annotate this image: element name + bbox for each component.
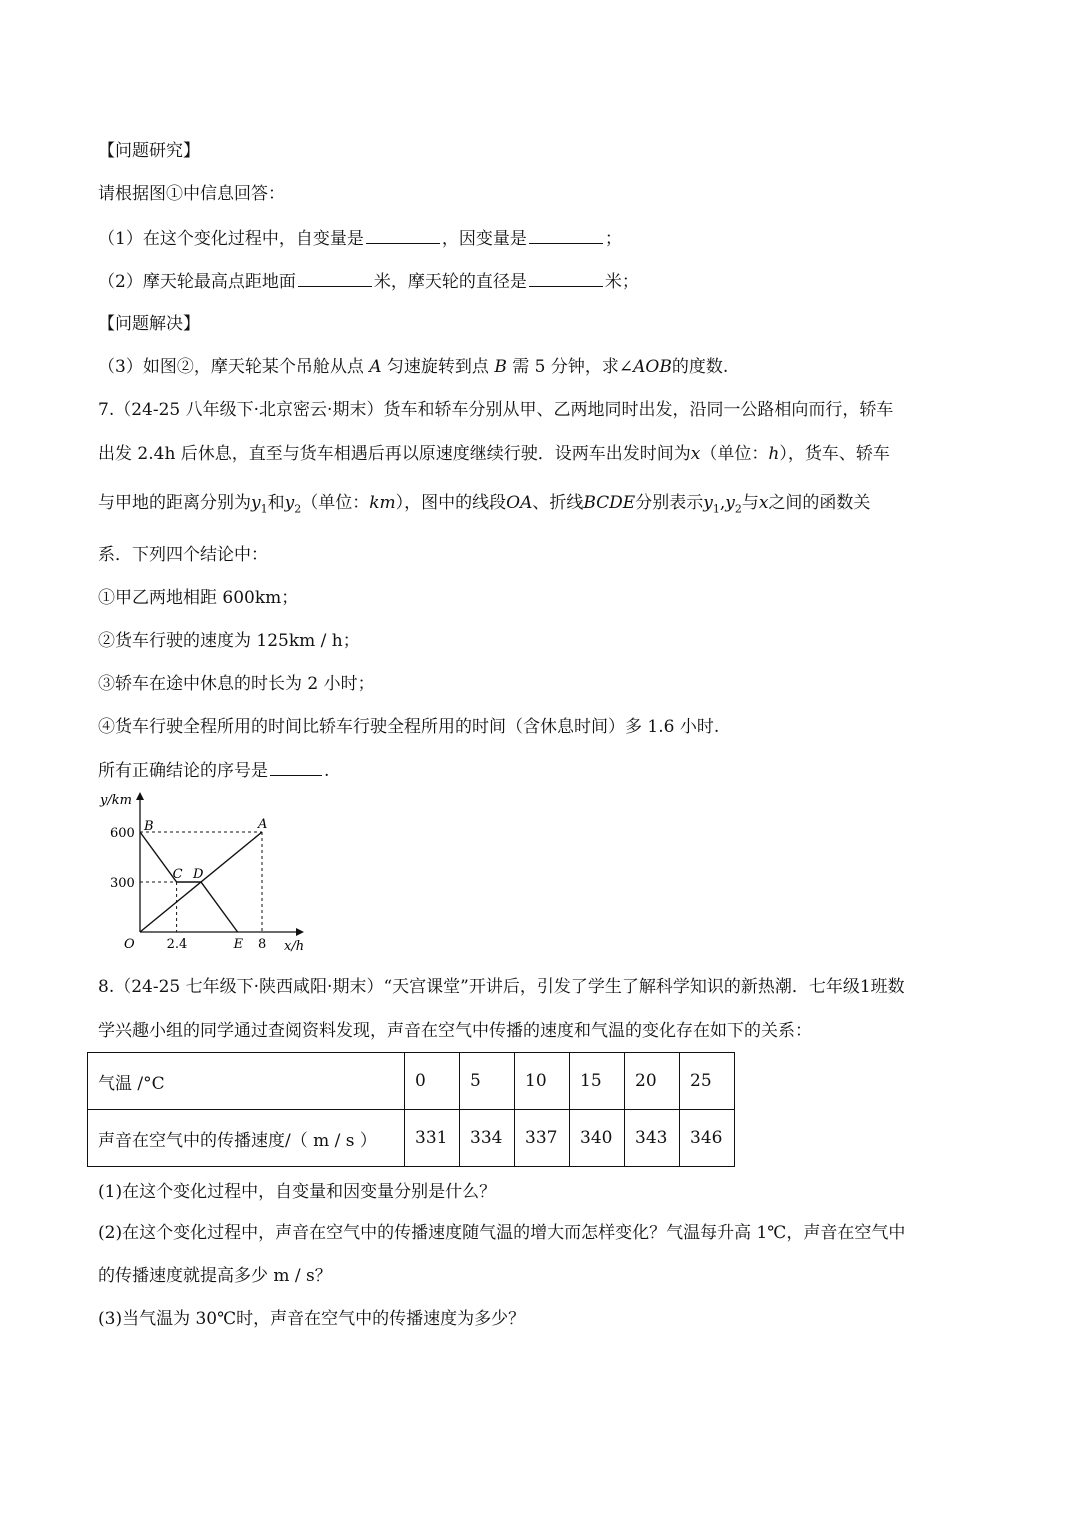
problem-8-line-1: 8.（24-25 七年级下·陕西咸阳·期末）“天宫课堂”开讲后，引发了学生了解科学知识的新热潮．七年级1班数 [98,977,905,997]
answer-blank [529,227,603,244]
question-2-text: （2）摩天轮最高点距地面 [98,272,296,292]
speed-temperature-table [87,1052,735,1167]
x-axis-label: x/h [284,939,305,954]
question-1-text: （1）在这个变化过程中，自变量是 [98,229,364,249]
question-1 [98,227,622,250]
question-3-text: 的度数. [671,357,729,377]
problem-8-line-2: 学兴趣小组的同学通过查阅资料发现，声音在空气中传播的速度和气温的变化存在如下的关系： [98,1021,812,1041]
table-cell: 334 [460,1110,515,1167]
y-axis-arrow [136,792,144,800]
question-2 [98,270,639,293]
problem-7-text: 与 [741,493,759,513]
tick-label-8: 8 [258,937,267,952]
answer-blank [529,270,603,287]
prompt-figure-1: 请根据图①中信息回答： [98,184,285,204]
problem-7-line-3 [98,492,870,520]
question-3-text: 需 5 分钟，求∠ [512,357,634,377]
problem-7-text: . [324,761,330,781]
angle-label: AOB [633,357,672,377]
conclusion-1: ①甲乙两地相距 600km； [98,588,299,608]
problem-7-text: 分别表示 [635,493,704,513]
table-cell: 331 [405,1110,460,1167]
problem-7-text: , [719,493,726,513]
subscript: 1 [260,502,268,516]
problem-7-line-4: 系．下列四个结论中： [98,545,268,565]
unit-h: h [768,444,780,464]
problem-8-question-2-line-2: 的传播速度就提高多少 m / s？ [98,1266,332,1286]
problem-7-text: 出发 2.4h 后休息，直至与货车相遇后再以原速度继续行驶．设两车出发时间为 [98,444,691,464]
problem-7-text: 和 [267,493,285,513]
point-b-label: B [494,357,507,377]
subscript: 2 [294,502,302,516]
subscript: 1 [712,502,720,516]
y-axis-label: y/km [100,793,132,808]
problem-8-question-1: (1)在这个变化过程中，自变量和因变量分别是什么？ [98,1182,497,1202]
conclusion-2: ②货车行驶的速度为 125km / h； [98,631,360,651]
subscript: 2 [734,502,742,516]
question-2-text: 米； [604,272,639,292]
table-header-cell: 气温 /°C [88,1053,405,1110]
origin-label: O [124,937,135,952]
table-cell: 5 [460,1053,515,1110]
problem-8-question-3: (3)当气温为 30℃时，声音在空气中的传播速度为多少？ [98,1309,526,1329]
problem-7-text: （单位： [301,493,370,513]
x-axis-arrow [296,928,304,936]
variable-y2: y [284,493,295,513]
problem-8-question-2-line-1: (2)在这个变化过程中，声音在空气中的传播速度随气温的增大而怎样变化？气温每升高 1℃，声音在空气中 [98,1223,906,1243]
point-label-b: B [144,818,154,834]
problem-7-text: 、折线 [532,493,584,513]
table-cell: 346 [680,1110,735,1167]
conclusion-4: ④货车行驶全程所用的时间比轿车行驶全程所用的时间（含休息时间）多 1.6 小时. [98,717,720,737]
problem-7-text: 所有正确结论的序号是 [98,761,268,781]
tick-label-2-4: 2.4 [166,937,188,952]
distance-time-graph [96,790,306,960]
question-3-text: 匀速旋转到点 [386,357,489,377]
problem-7-text: ），图中的线段 [395,493,507,513]
point-a-label: A [369,357,382,377]
problem-7-line-2 [98,443,890,465]
section-heading-research: 【问题研究】 [98,141,200,161]
question-1-text: ； [604,229,622,249]
problem-7-text: （单位： [700,444,769,464]
problem-7-line-1: 7.（24-25 八年级下·北京密云·期末）货车和轿车分别从甲、乙两地同时出发，沿同一公路相向而行，轿车 [98,400,894,420]
answer-blank [366,227,440,244]
table-header-cell: 声音在空气中的传播速度/（ m / s ） [88,1110,405,1167]
problem-7-text: 之间的函数关 [768,493,871,513]
segment-oa: OA [506,493,533,513]
point-label-e: E [233,937,244,952]
question-3-text: （3）如图②，摩天轮某个吊舱从点 [98,357,364,377]
table-cell: 20 [625,1053,680,1110]
variable-y1: y [251,493,261,513]
variable-y2: y [725,493,735,513]
question-2-text: 米，摩天轮的直径是 [373,272,527,292]
table-cell: 15 [570,1053,625,1110]
question-1-text: ，因变量是 [441,229,527,249]
problem-7-text: 与甲地的距离分别为 [98,493,251,513]
unit-km: km [369,493,396,513]
table-cell: 340 [570,1110,625,1167]
point-label-a: A [258,816,268,832]
table-row [88,1110,735,1167]
question-3 [98,356,728,378]
problem-7-ask [98,759,329,782]
tick-label-600: 600 [110,825,135,841]
point-label-c: C [172,866,183,882]
table-row [88,1053,735,1110]
table-cell: 337 [515,1110,570,1167]
table-cell: 0 [405,1053,460,1110]
answer-blank [298,270,372,287]
tick-label-300: 300 [110,875,135,891]
point-label-d: D [193,866,204,882]
variable-x: x [690,444,701,464]
table-cell: 10 [515,1053,570,1110]
conclusion-3: ③轿车在途中休息的时长为 2 小时； [98,674,375,694]
variable-y1: y [703,493,713,513]
problem-7-text: ），货车、轿车 [779,444,890,464]
table-cell: 25 [680,1053,735,1110]
variable-x: x [758,493,769,513]
table-cell: 343 [625,1110,680,1167]
section-heading-solve: 【问题解决】 [98,314,200,334]
polyline-bcde: BCDE [583,493,636,513]
answer-blank [270,759,322,776]
